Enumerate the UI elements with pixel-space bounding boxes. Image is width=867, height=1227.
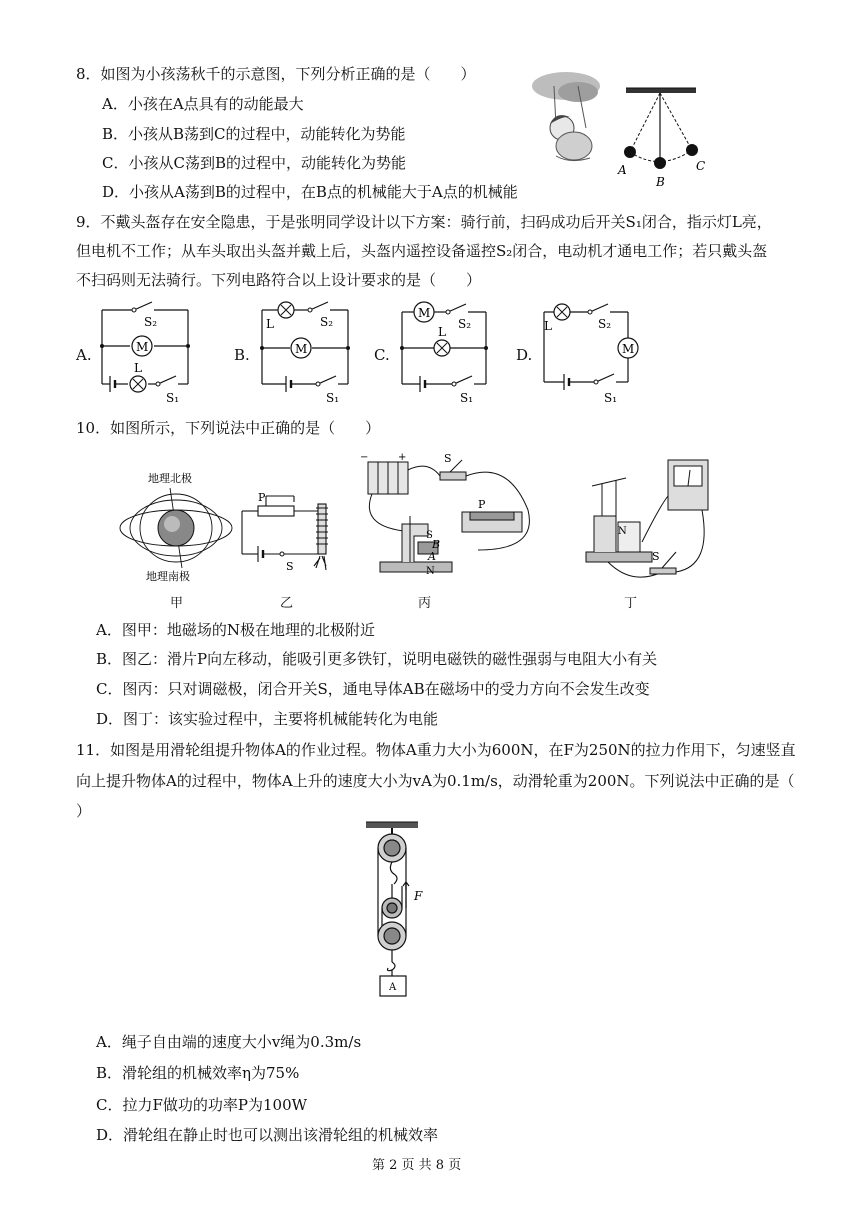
switch-s-label-yi: S xyxy=(286,560,294,573)
page-footer: 第 2 页 共 8 页 xyxy=(372,1158,462,1173)
circuit-b-lamp-label: L xyxy=(266,317,274,331)
q10-stem: 10．如图所示，下列说法中正确的是（ ） xyxy=(76,419,381,437)
q11-stem-line-2: 向上提升物体A的过程中，物体A上升的速度大小为vA为0.1m/s，动滑轮重为200N。下列说法中正确的是（ xyxy=(76,772,795,790)
circuit-a-lamp-label: L xyxy=(134,361,142,375)
earth-magnetic-field-figure xyxy=(118,466,238,586)
magnet-s-label: S xyxy=(426,530,433,541)
circuit-d xyxy=(538,296,638,406)
q10-option-a: A．图甲：地磁场的N极在地理的北极附近 xyxy=(96,621,375,639)
circuit-d-s2-label: S₂ xyxy=(598,317,612,331)
q8-option-b: B．小孩从B荡到C的过程中，动能转化为势能 xyxy=(102,125,406,143)
q8-stem: 8．如图为小孩荡秋千的示意图，下列分析正确的是（ ） xyxy=(76,65,476,83)
conductor-a-label: A xyxy=(428,550,436,563)
geo-north-pole-label: 地理北极 xyxy=(148,472,192,485)
circuit-b-motor-label: M xyxy=(295,342,308,356)
q9-stem-line-2: 但电机不工作；从车头取出头盔并戴上后，头盔内遥控设备遥控S₂闭合，电动机才通电工作；若只戴头盔 xyxy=(76,242,768,260)
circuit-c xyxy=(396,296,496,406)
q9-stem-line-1: 9．不戴头盔存在安全隐患，于是张明同学设计以下方案：骑行前，扫码成功后开关S₁闭合，指示灯L亮， xyxy=(76,213,772,231)
caption-yi: 乙 xyxy=(280,596,294,611)
circuit-c-s1-label: S₁ xyxy=(460,391,474,405)
q9-choice-a: A. xyxy=(76,346,92,364)
circuit-c-lamp-label: L xyxy=(438,325,446,339)
conductor-b-label: B xyxy=(432,538,441,551)
q11-option-b: B．滑轮组的机械效率η为75% xyxy=(96,1064,300,1082)
magnet-n-label: N xyxy=(426,566,435,577)
q9-choice-d: D. xyxy=(516,346,533,364)
circuit-b-s1-label: S₁ xyxy=(326,391,340,405)
q10-option-b: B．图乙：滑片P向左移动，能吸引更多铁钉，说明电磁铁的磁性强弱与电阻大小有关 xyxy=(96,650,658,668)
motor-principle-apparatus xyxy=(358,450,554,584)
circuit-d-s1-label: S₁ xyxy=(604,391,618,405)
pull-force-f-label: F xyxy=(414,889,423,903)
caption-bing: 丙 xyxy=(418,596,432,611)
q11-stem-line-1: 11．如图是用滑轮组提升物体A的作业过程。物体A重力大小为600N，在F为250N的拉力作用下，匀速竖直 xyxy=(76,741,796,759)
circuit-c-s2-label: S₂ xyxy=(458,317,472,331)
q11-option-c: C．拉力F做功的功率P为100W xyxy=(96,1096,308,1114)
circuit-a-s1-label: S₁ xyxy=(166,391,180,405)
pendulum-label-a: A xyxy=(618,163,627,177)
q8-option-c: C．小孩从C荡到B的过程中，动能转化为势能 xyxy=(102,154,406,172)
battery-plus-sign: + xyxy=(398,452,407,463)
rheostat-p-label: P xyxy=(258,491,266,504)
galvanometer-apparatus xyxy=(572,456,722,586)
rheostat-p-label-bing: P xyxy=(478,498,486,511)
electromagnet-rheostat-figure xyxy=(236,490,346,586)
object-a-label: A xyxy=(389,982,397,993)
pendulum-label-b: B xyxy=(656,175,665,189)
switch-s-label-bing: S xyxy=(444,452,452,465)
circuit-a xyxy=(96,296,196,406)
q8-option-a: A．小孩在A点具有的动能最大 xyxy=(102,95,304,113)
circuit-d-motor-label: M xyxy=(622,342,635,356)
pendulum-label-c: C xyxy=(696,159,706,173)
circuit-b xyxy=(256,296,356,406)
caption-jia: 甲 xyxy=(170,596,184,611)
pendulum-diagram xyxy=(618,88,710,188)
q9-stem-line-3: 不扫码则无法骑行。下列电路符合以上设计要求的是（ ） xyxy=(76,271,482,289)
battery-minus-sign: − xyxy=(360,452,369,463)
caption-ding: 丁 xyxy=(624,596,638,611)
circuit-b-s2-label: S₂ xyxy=(320,315,334,329)
q10-option-d: D．图丁：该实验过程中，主要将机械能转化为电能 xyxy=(96,710,439,728)
q9-choice-b: B. xyxy=(234,346,250,364)
switch-s-label-ding: S xyxy=(652,550,660,563)
swing-child-illustration xyxy=(526,66,608,170)
geo-south-pole-label: 地理南极 xyxy=(146,570,190,583)
pulley-system-diagram xyxy=(362,820,432,1002)
circuit-a-motor-label: M xyxy=(136,340,149,354)
magnet-n-label-ding: N xyxy=(618,526,627,537)
circuit-d-lamp-label: L xyxy=(544,319,552,333)
circuit-a-s2-label: S₂ xyxy=(144,315,158,329)
q9-choice-c: C. xyxy=(374,346,390,364)
q11-stem-line-3: ） xyxy=(76,802,92,820)
q11-option-a: A．绳子自由端的速度大小v绳为0.3m/s xyxy=(96,1033,362,1051)
q11-option-d: D．滑轮组在静止时也可以测出该滑轮组的机械效率 xyxy=(96,1126,439,1144)
circuit-c-motor-label: M xyxy=(418,306,431,320)
q8-option-d: D．小孩从A荡到B的过程中，在B点的机械能大于A点的机械能 xyxy=(102,183,518,201)
q10-option-c: C．图丙：只对调磁极，闭合开关S，通电导体AB在磁场中的受力方向不会发生改变 xyxy=(96,680,650,698)
